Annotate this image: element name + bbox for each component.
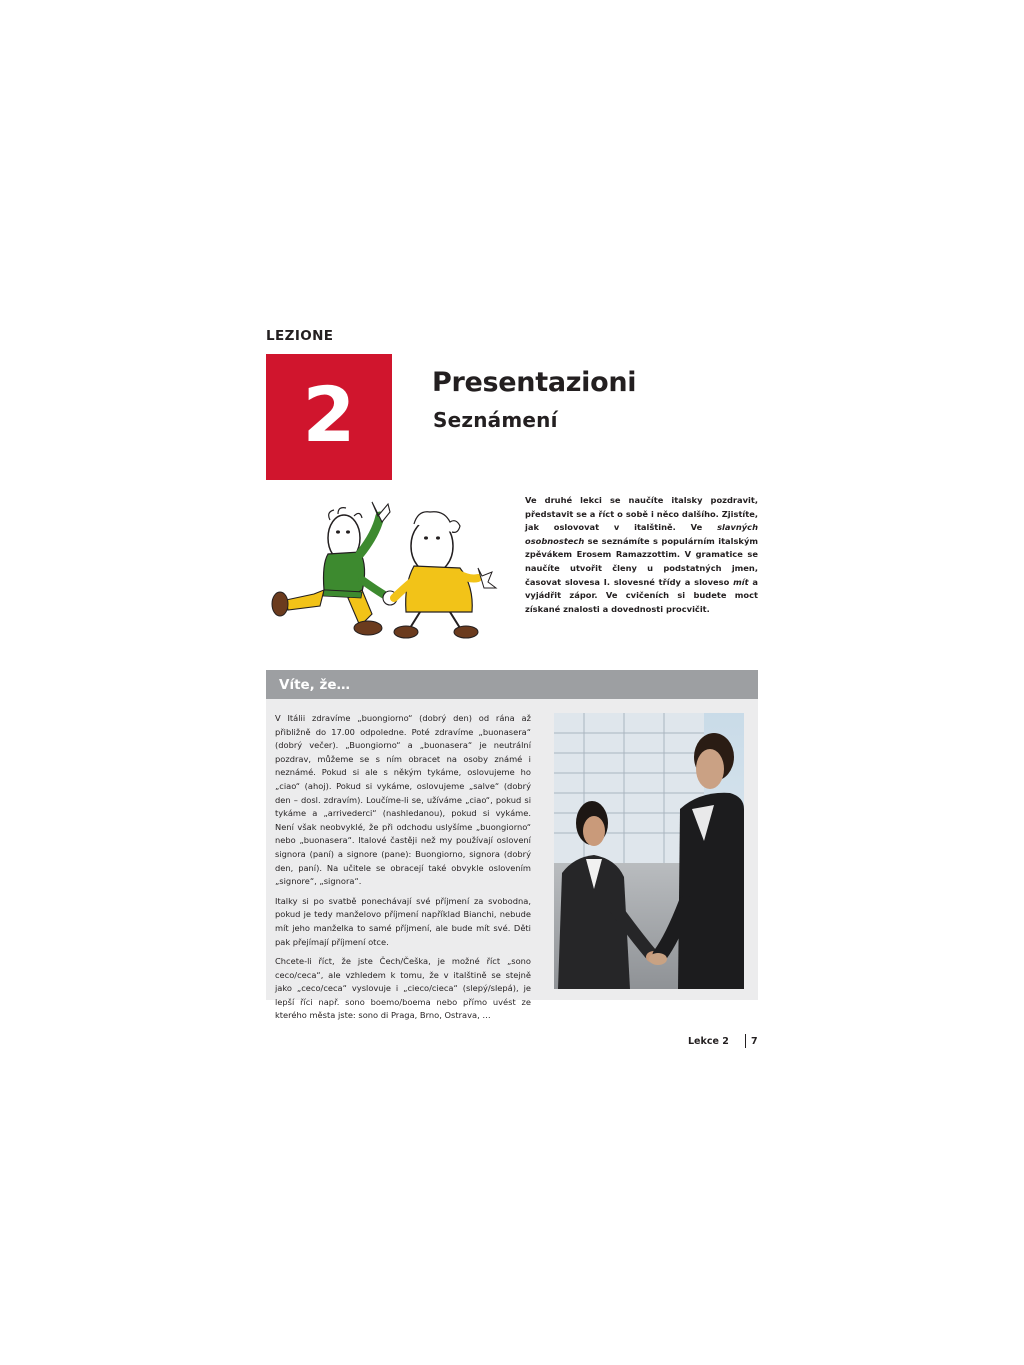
intro-paragraph <box>525 494 758 616</box>
lesson-label: LEZIONE <box>266 328 334 344</box>
info-paragraph-1: V Itálii zdravíme „buongiorno“ (dobrý den) od rána až přibližně do 17.00 odpoledne. Poté zdravíme „buonasera“ (dobrý večer). „Buongiorno“ a „buonasera“ je neutrální pozdrav, můžeme se s ním obracet na osoby známé i neznámé. Pokud si ale s někým tykáme, oslovujeme ho „ciao“ (ahoj). Pokud si vykáme, oslovujeme „salve“ (dobrý den – dosl. zdravím). Loučíme-li se, užíváme „ciao“, pokud si tykáme a „arrivederci“ (nashledanou), pokud si vykáme. Není však neobvyklé, že při odchodu uslyšíme „buongiorno“ nebo „buonasera“. Italové častěji než my používají oslovení signora (paní) a signore (pane): Buongiorno, signora (dobrý den, paní). Na učitele se obracejí také obvykle oslovením „signore“, „signora“. <box>275 713 531 887</box>
intro-text-3: se seznámíte s populárním italským zpěvákem Erosem Ramazzottim. V gramatice se naučíte utvořit členy u podstatných jmen, časovat slovesa I. slovesné třídy a sloveso <box>525 535 758 587</box>
page-number: 7 <box>751 1036 758 1047</box>
info-paragraph-3: Chcete-li říct, že jste Čech/Češka, je možné říct „sono ceco/ceca“, ale vzhledem k tomu, že v italštině se stejně jako „ceco/ceca“ vyslovuje i „cieco/cieca“ (slepý/slepá), je lepší říci např. sono boemo/boema nebo přímo uvést ze kterého města jste: sono di Praga, Brno, Ostrava, … <box>275 956 531 1021</box>
intro-text-2: slavných osobnostech <box>525 522 758 546</box>
page-subtitle: Seznámení <box>433 408 558 432</box>
info-box-heading: Víte, že… <box>266 670 758 699</box>
intro-text-4: mít <box>733 576 749 587</box>
info-box <box>266 670 758 1021</box>
lesson-number: 2 <box>302 370 356 459</box>
intro-text-1: Ve druhé lekci se naučíte italsky pozdravit, představit se a říct o sobě i něco dalšího. Zjistíte, jak oslovovat v italštině. Ve <box>525 495 758 533</box>
lesson-number-box <box>266 354 392 480</box>
info-paragraph-2: Italky si po svatbě ponechávají své příjmení za svobodna, pokud je tedy manželovo příjmení například Bianchi, nebude mít jeho manželka to samé příjmení, ale bude mít své. Děti pak přejímají příjmení otce. <box>275 895 531 947</box>
page-title: Presentazioni <box>432 367 637 398</box>
lesson-intro-text <box>525 494 758 616</box>
footer-separator <box>745 1034 746 1048</box>
footer-lesson-label: Lekce 2 <box>688 1036 729 1047</box>
intro-text-5: a vyjádřit zápor. Ve cvičeních si budete moct získané znalosti a dovednosti procvičit. <box>525 576 758 614</box>
greeting-cartoon-illustration <box>264 494 510 644</box>
handshake-photo <box>554 713 744 989</box>
info-box-text <box>275 712 531 1029</box>
